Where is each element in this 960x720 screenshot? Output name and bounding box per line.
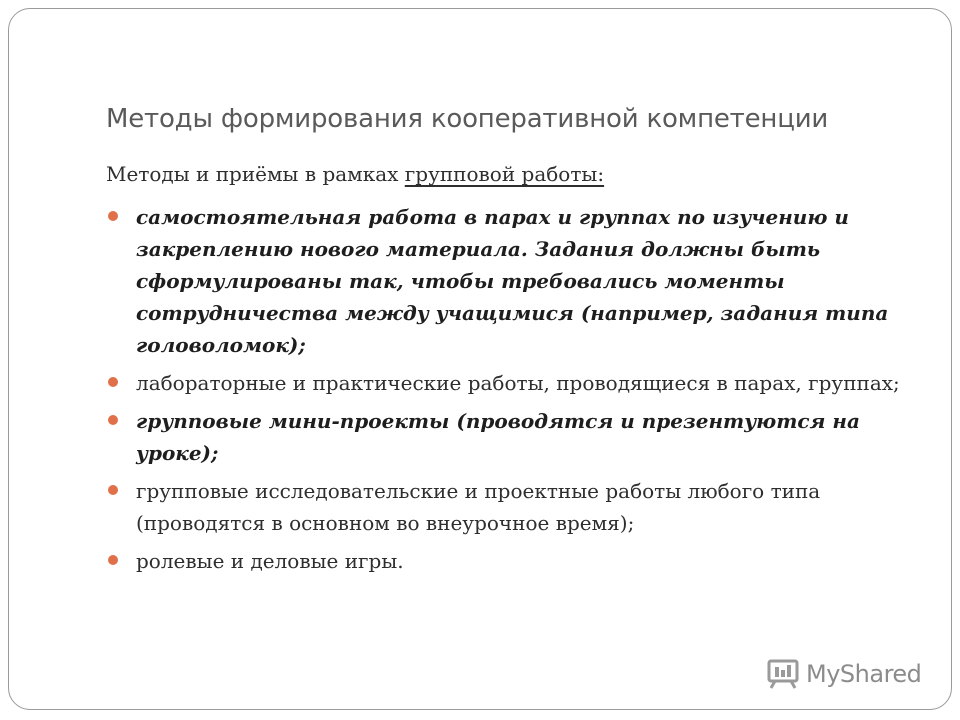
- bullet-icon: [108, 377, 118, 387]
- bullet-icon: [108, 211, 118, 221]
- list-item-text: лабораторные и практические работы, проводящиеся в парах, группах;: [136, 371, 900, 395]
- watermark-logo: [766, 656, 921, 692]
- bullet-icon: [108, 485, 118, 495]
- method-list: [106, 201, 906, 583]
- list-item-text: групповые исследовательские и проектные работы любого типа (проводятся в основном во внеурочное время);: [136, 479, 821, 535]
- presentation-board-icon: [766, 659, 800, 689]
- list-item: [106, 367, 906, 399]
- list-item: [106, 201, 906, 361]
- list-item-text: самостоятельная работа в парах и группах по изучению и закреплению нового материала. Задания должны быть сформулированы так, чтобы требовались моменты сотрудничества между учащимися (например, задания типа головоломок);: [136, 205, 889, 357]
- watermark-brand: MyShared: [806, 660, 922, 688]
- list-item: [106, 405, 906, 469]
- subtitle-underlined: групповой работы:: [404, 162, 605, 186]
- list-item: [106, 475, 906, 539]
- list-item-text: ролевые и деловые игры.: [136, 549, 404, 573]
- bullet-icon: [108, 555, 118, 565]
- bullet-icon: [108, 415, 118, 425]
- subtitle-prefix: Методы и приёмы в рамках: [106, 162, 405, 186]
- list-item-text: групповые мини-проекты (проводятся и презентуются на уроке);: [136, 409, 860, 465]
- list-item: [106, 545, 906, 577]
- slide-title: Методы формирования кооперативной компетенции: [106, 104, 829, 134]
- slide-subtitle: [106, 162, 906, 186]
